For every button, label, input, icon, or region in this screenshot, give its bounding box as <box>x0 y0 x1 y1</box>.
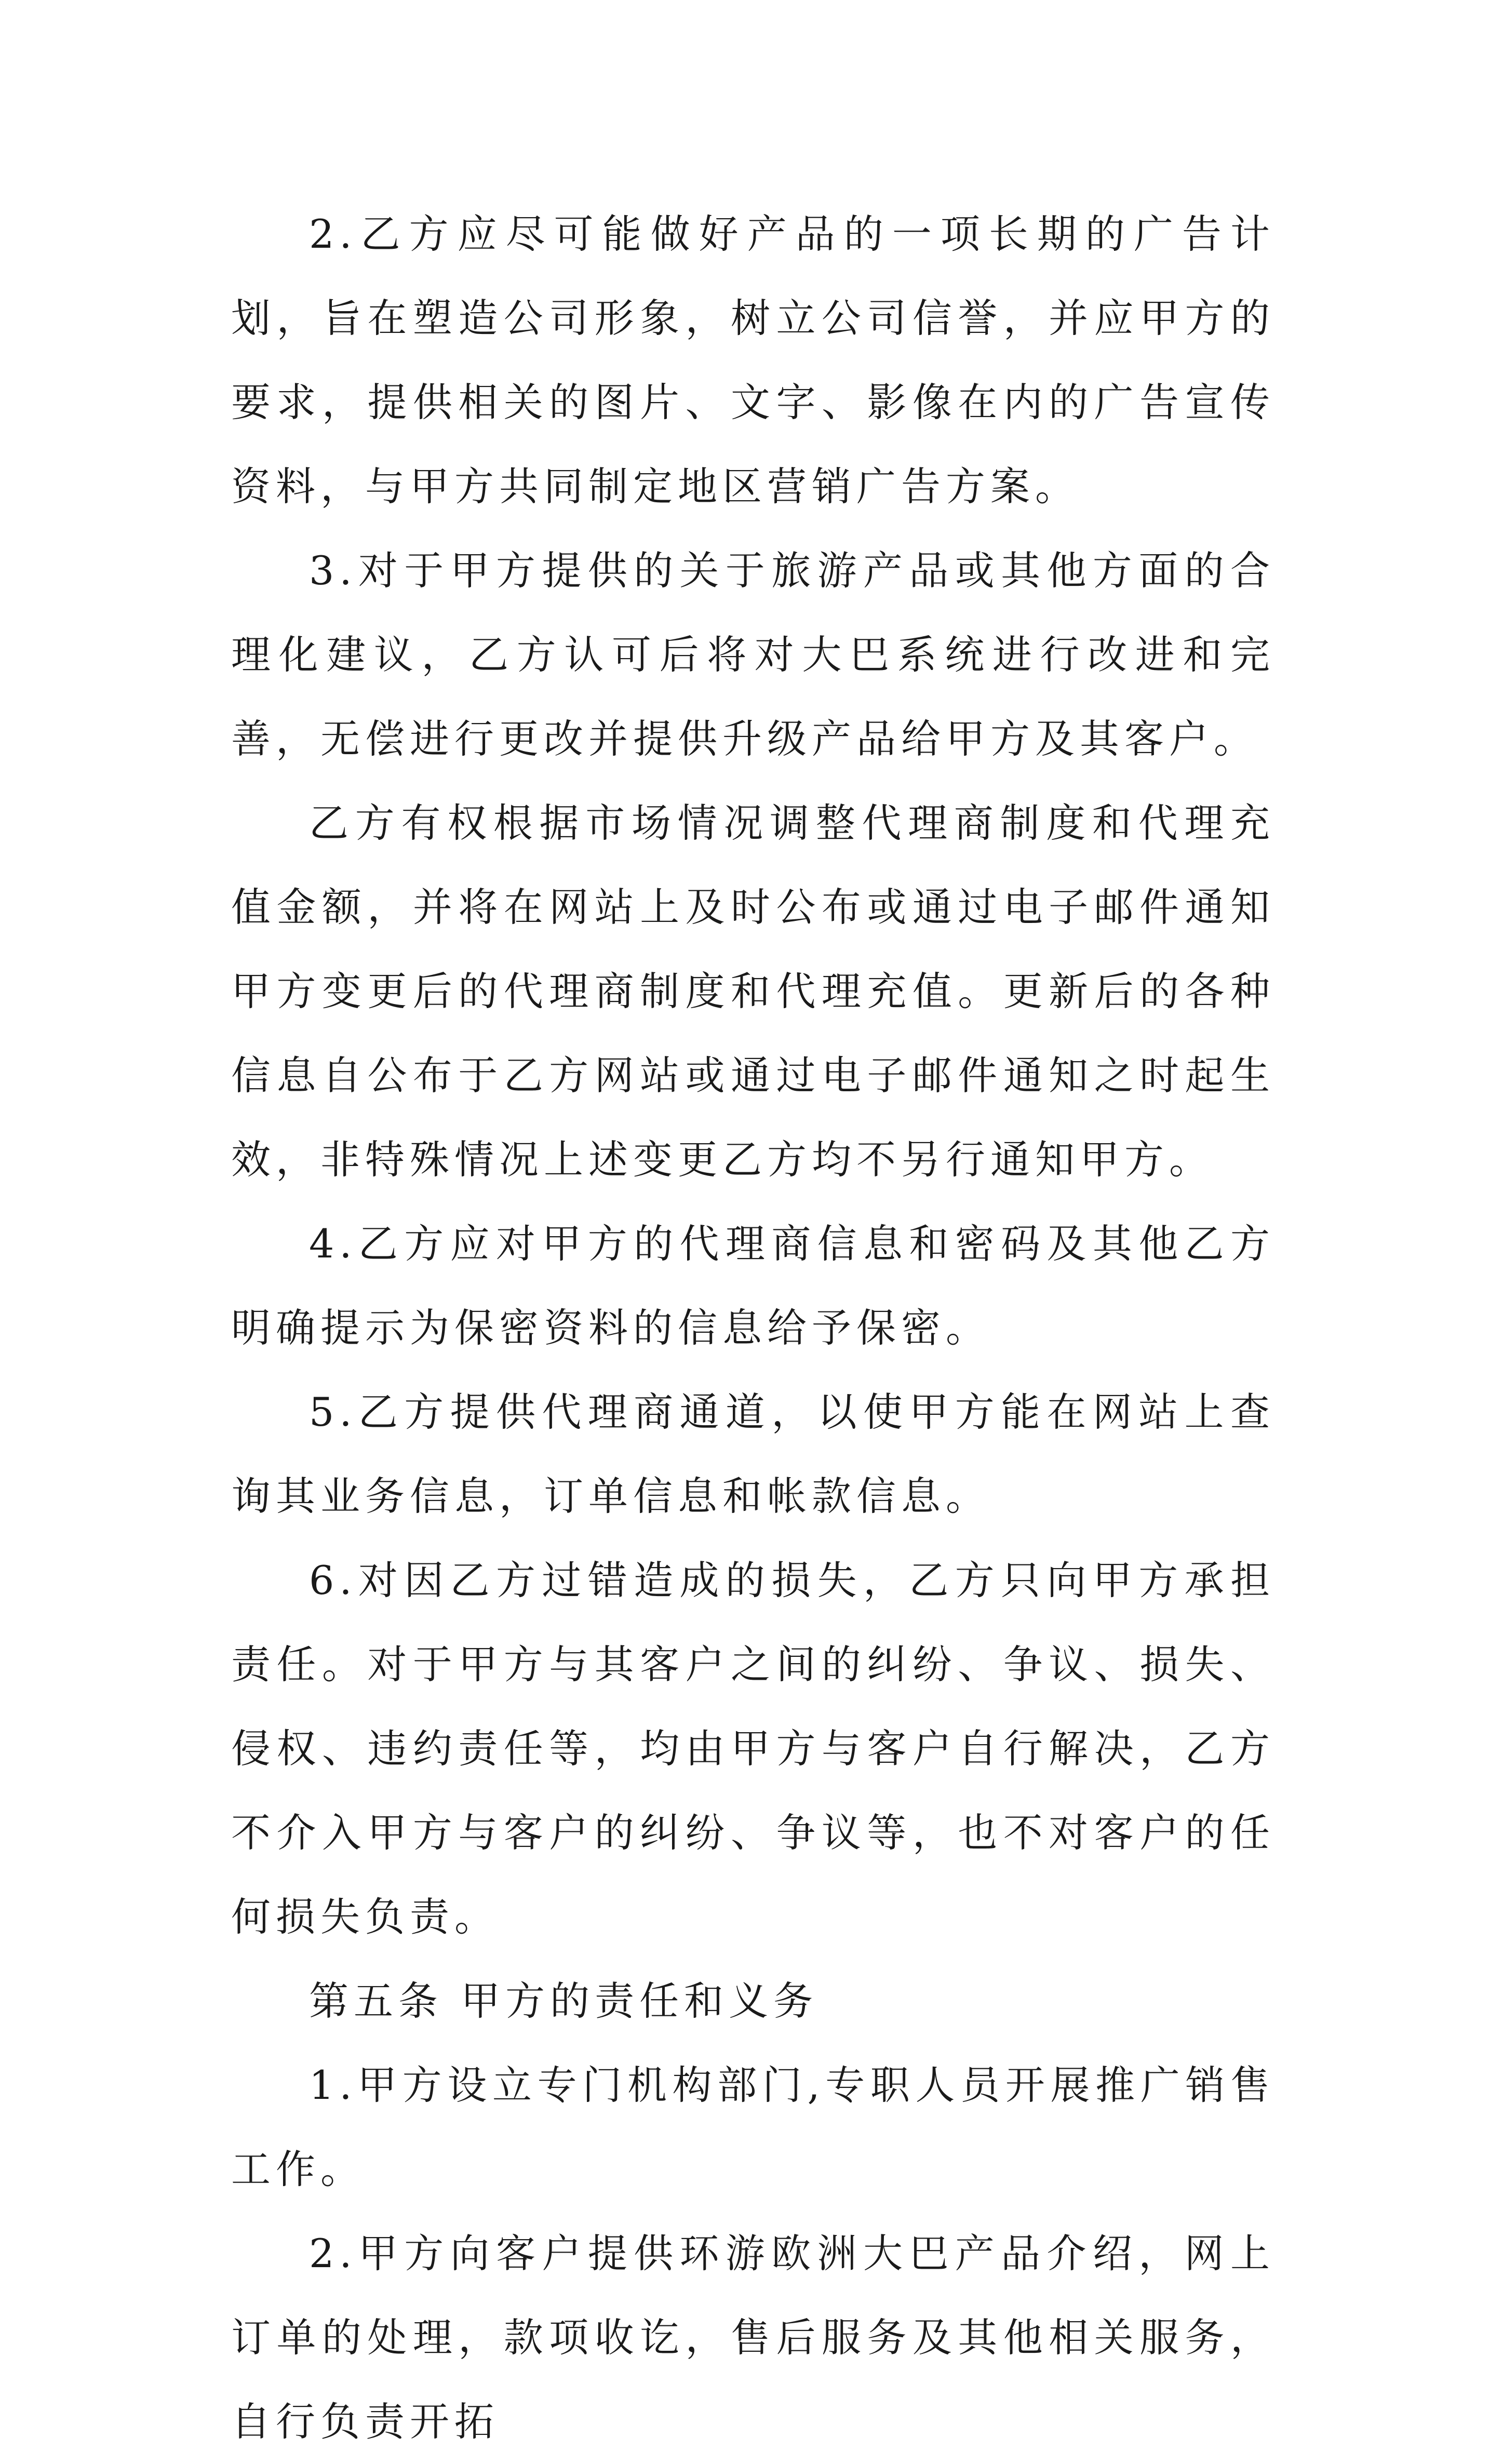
paragraph-clause-4-4: 4.乙方应对甲方的代理商信息和密码及其他乙方明确提示为保密资料的信息给予保密。 <box>231 1221 1275 1351</box>
section-heading-article-5: 第五条 甲方的责任和义务 <box>309 1978 818 2024</box>
document-body <box>231 192 1275 2464</box>
paragraph-clause-4-6: 6.对因乙方过错造成的损失，乙方只向甲方承担责任。对于甲方与其客户之间的纠纷、争议、损失、侵权、违约责任等，均由甲方与客户自行解决，乙方不介入甲方与客户的纠纷、争议等，也不对客户的任何损失负责。 <box>231 1557 1275 1940</box>
paragraph-clause-4-3: 3.对于甲方提供的关于旅游产品或其他方面的合理化建议，乙方认可后将对大巴系统进行改进和完善，无偿进行更改并提供升级产品给甲方及其客户。 <box>231 547 1275 762</box>
paragraph-clause-5-1: 1.甲方设立专门机构部门,专职人员开展推广销售工作。 <box>231 2062 1275 2192</box>
paragraph-clause-5-2: 2.甲方向客户提供环游欧洲大巴产品介绍，网上订单的处理，款项收讫，售后服务及其他相关服务，自行负责开拓 <box>231 2230 1275 2445</box>
paragraph-clause-4-5: 5.乙方提供代理商通道，以使甲方能在网站上查询其业务信息，订单信息和帐款信息。 <box>231 1389 1275 1519</box>
paragraph-agent-policy: 乙方有权根据市场情况调整代理商制度和代理充值金额，并将在网站上及时公布或通过电子邮件通知甲方变更后的代理商制度和代理充值。更新后的各种信息自公布于乙方网站或通过电子邮件通知之时起生效，非特殊情况上述变更乙方均不另行通知甲方。 <box>231 800 1275 1183</box>
paragraph-clause-4-2: 2.乙方应尽可能做好产品的一项长期的广告计划，旨在塑造公司形象，树立公司信誉，并应甲方的要求，提供相关的图片、文字、影像在内的广告宣传资料，与甲方共同制定地区营销广告方案。 <box>231 211 1275 510</box>
